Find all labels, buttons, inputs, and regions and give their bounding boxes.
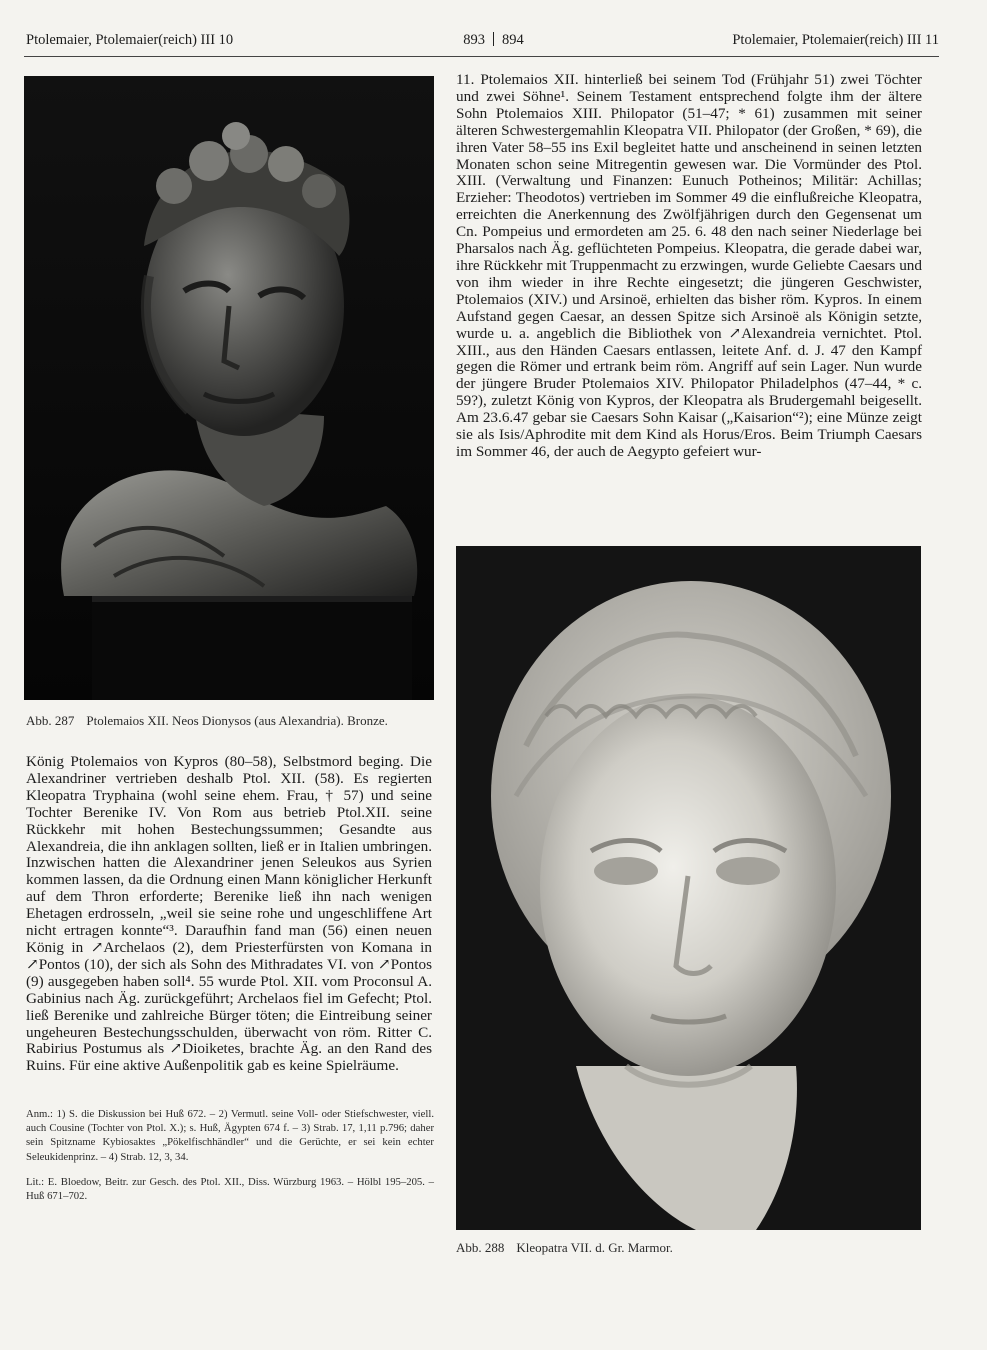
right-column-text [456, 72, 922, 461]
page-number-left: 893 [463, 32, 485, 48]
figure-287-caption [26, 713, 388, 729]
footnotes: Anm.: 1) S. die Diskussion bei Huß 672. – 2) Vermutl. seine Voll- oder Stiefschwester, viell. auch Cousine (Tochter von Ptol. X.); s. Huß, Ägypten 674 f. – 3) Strab. 17, 1,11 p.796; daher sein Spitzname Kybiosaktes „Pökelfischhändler“ und die Gerüchte, er sei kein echter Seleukidenprinz. – 4) Strab. 12, 3, 34. [26, 1108, 434, 1163]
left-column-paragraph: König Ptolemaios von Kypros (80–58), Selbstmord beging. Die Alexandriner vertrieben deshalb Ptol. XII. (58). Es regierten Kleopatra Tryphaina (wohl seine ehem. Frau, † 57) und seine Tochter Berenike IV. Von Rom aus betrieb Ptol.XII. seine Rückkehr mit hohen Bestechungssummen; Gesandte aus Alexandreia, die ihn anklagen sollten, ließ er in Italien umbringen. Inzwischen hatten die Alexandriner jenen Seleukos aus Syrien kommen lassen, da die Ordnung einen Mann königlicher Herkunft auf dem Thron erforderte; Berenike ließ ihn nach wenigen Ehetagen erdrosseln, „weil sie seine rohe und ungeschliffene Art nicht ertragen konnte“³. Daraufhin fand man (56) einen neuen König in ↗Archelaos (2), dem Priesterfürsten von Komana in ↗Pontos (10), der sich als Sohn des Mithradates VI. von ↗Pontos (9) ausgegeben haben soll⁴. 55 wurde Ptol. XII. vom Proconsul A. Gabinius nach Äg. zurückgeführt; Archelaos fiel im Gefecht; Ptol. ließ Berenike und zahlreiche Bürger töten; die Eintreibung seiner ungeheuren Bestechungsschulden, überwacht von röm. Ritter C. Rabirius Postumus als ↗Dioiketes, brachte Äg. an den Rand des Ruins. Für eine aktive Außenpolitik gab es keine Spielräume. [26, 753, 432, 1075]
marble-head-photo [456, 546, 921, 1230]
running-header-right: Ptolemaier, Ptolemaier(reich) III 11 [732, 32, 939, 48]
literature-references: Lit.: E. Bloedow, Beitr. zur Gesch. des Ptol. XII., Diss. Würzburg 1963. – Hölbl 195–205. – Huß 671–702. [26, 1176, 434, 1203]
header-rule [24, 56, 939, 57]
figure-287-number: Abb. 287 [26, 713, 75, 728]
running-header-left: Ptolemaier, Ptolemaier(reich) III 10 [26, 32, 234, 48]
figure-288-number: Abb. 288 [456, 1240, 505, 1255]
page-number-right: 894 [502, 32, 524, 48]
figure-288-caption [456, 1240, 673, 1256]
page-separator [493, 32, 494, 46]
left-column-text [26, 754, 432, 1075]
figure-287-text: Ptolemaios XII. Neos Dionysos (aus Alexandria). Bronze. [86, 713, 388, 728]
bronze-bust-photo [24, 76, 434, 700]
figure-288-text: Kleopatra VII. d. Gr. Marmor. [516, 1240, 673, 1255]
right-column-paragraph: 11. Ptolemaios XII. hinterließ bei seinem Tod (Frühjahr 51) zwei Töchter und zwei Söhne¹. Seinem Testament entsprechend folgte ihm der ältere Sohn Ptolemaios XIII. Philopator (51–47; * 61) zusammen mit seiner älteren Schwestergemahlin Kleopatra VII. Philopator (der Großen, * 69), die ihren Vater 58–55 ins Exil begleitet hatte und anscheinend in seinen letzten Monaten schon seine Mitregentin gewesen war. Die Vormünder des Ptol. XIII. (Verwaltung und Finanzen: Eunuch Potheinos; Militär: Achillas; Erzieher: Theodotos) vertrieben im Sommer 49 die einflußreiche Kleopatra, erreichten die Anerkennung des Zwölfjährigen durch den Gegensenat um Cn. Pompeius und ermordeten am 25. 6. 48 den nach seiner Niederlage bei Pharsalos nach Äg. geflüchteten Pompeius. Kleopatra, die gerade dabei war, ihre Rückkehr mit Truppenmacht zu erzwingen, wurde Geliebte Caesars und von ihm wieder in ihre Rechte eingesetzt; die jüngeren Geschwister, Ptolemaios (XIV.) und Arsinoë, erhielten das bisher röm. Kypros. In einem Aufstand gegen Caesar, an dessen Spitze sich Arsinoë als Königin setzte, wurde u. a. angeblich die Bibliothek von ↗Alexandreia vernichtet. Ptol. XIII., aus den Händen Caesars entlassen, leitete Anf. d. J. 47 den Kampf gegen die Römer und ertrank beim röm. Angriff auf sein Lager. Nun wurde der jüngere Bruder Ptolemaios XIV. Philopator Philadelphos (47–44, * c. 59?), zuletzt König von Kypros, der Kleopatra als Brudergemahl beigesellt. Am 23.6.47 gebar sie Caesars Sohn Kaisar („Kaisarion“²); eine Münze zeigt sie als Isis/Aphrodite mit dem Kind als Horus/Eros. Beim Triumph Caesars im Sommer 46, der auch de Aegypto gefeiert wur- [456, 71, 922, 460]
